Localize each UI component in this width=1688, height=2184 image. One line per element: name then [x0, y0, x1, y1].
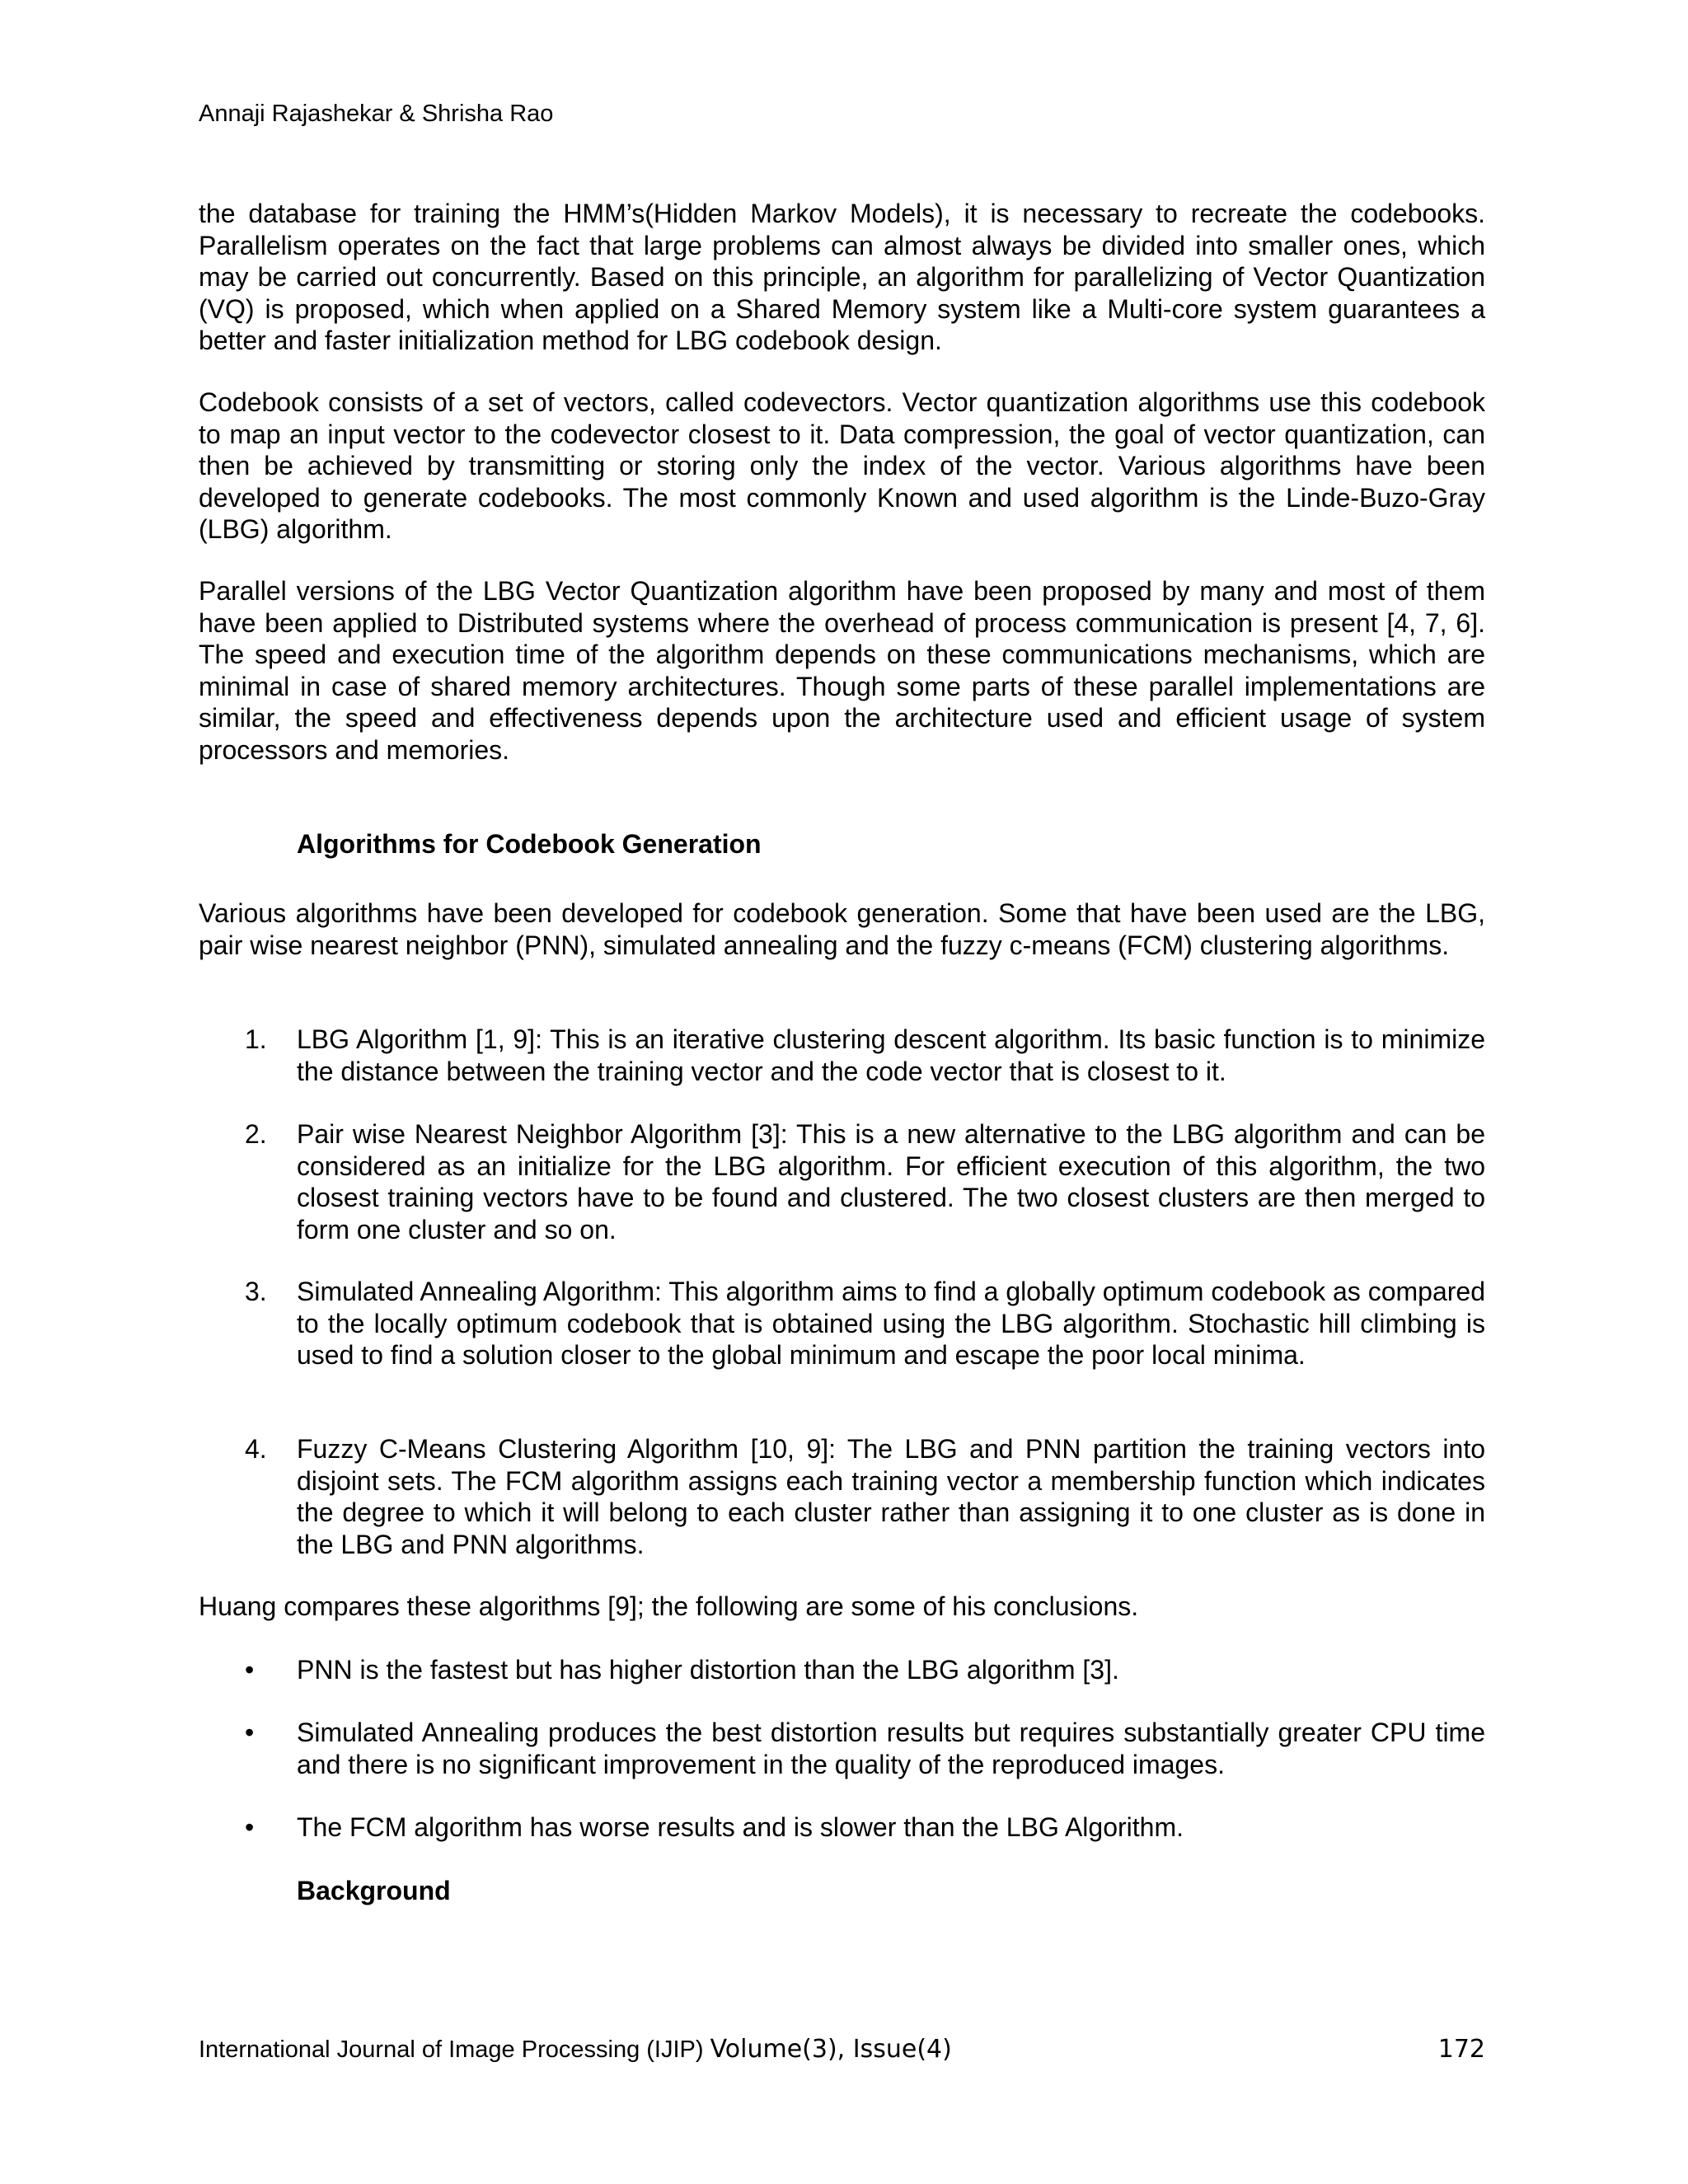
page-number: 172 — [1437, 2035, 1485, 2064]
journal-name: International Journal of Image Processing (IJIP) — [199, 2036, 704, 2063]
item-text: Simulated Annealing Algorithm: This algorithm aims to find a globally optimum codebook as compared to the locally optimum codebook that is obtained using the LBG algorithm. Stochastic hill climbing is used to find a solution closer to the global minimum and escape the poor local minima. — [297, 1277, 1485, 1370]
item-number: 1. — [245, 1024, 267, 1054]
item-text: The FCM algorithm has worse results and is slower than the LBG Algorithm. — [297, 1812, 1184, 1842]
item-number: 2. — [245, 1119, 267, 1149]
bullet-marker: • — [245, 1718, 255, 1747]
footer-journal — [199, 2036, 952, 2064]
running-head-authors: Annaji Rajashekar & Shrisha Rao — [199, 101, 554, 127]
item-text: Pair wise Nearest Neighbor Algorithm [3]: This is a new alternative to the LBG algorithm and can be considered as an initialize for the LBG algorithm. For efficient execution of this algorithm, the two closest training vectors have to be found and clustered. The two closest clusters are then merged to form one cluster and so on. — [297, 1119, 1485, 1244]
bullet-marker: • — [245, 1655, 255, 1685]
bullet-marker: • — [245, 1812, 255, 1842]
paragraph-1: the database for training the HMM’s(Hidden Markov Models), it is necessary to recreate the codebooks. Parallelism operates on the fact that large problems can almost always be divided into smaller ones, which may be carried out concurrently. Based on this principle, an algorithm for parallelizing of Vector Quantization (VQ) is proposed, which when applied on a Shared Memory system like a Multi-core system guarantees a better and faster initialization method for LBG codebook design. — [199, 199, 1485, 355]
item-text: Fuzzy C-Means Clustering Algorithm [10, 9]: The LBG and PNN partition the training vectors into disjoint sets. The FCM algorithm assigns each training vector a membership function which indicates the degree to which it will belong to each cluster rather than assigning it to one cluster as is done in the LBG and PNN algorithms. — [297, 1434, 1485, 1559]
item-text: Simulated Annealing produces the best distortion results but requires substantially greater CPU time and there is no significant improvement in the quality of the reproduced images. — [297, 1718, 1485, 1779]
paragraph-2: Codebook consists of a set of vectors, called codevectors. Vector quantization algorithms use this codebook to map an input vector to the codevector closest to it. Data compression, the goal of vector quantization, can then be achieved by transmitting or storing only the index of the vector. Various algorithms have been developed to generate codebooks. The most commonly Known and used algorithm is the Linde-Buzo-Gray (LBG) algorithm. — [199, 387, 1485, 544]
item-text: LBG Algorithm [1, 9]: This is an iterative clustering descent algorithm. Its basic function is to minimize the distance between the training vector and the code vector that is closest to it. — [297, 1024, 1485, 1086]
section-intro: Various algorithms have been developed for codebook generation. Some that have been used are the LBG, pair wise nearest neighbor (PNN), simulated annealing and the fuzzy c-means (FCM) clustering algorithms. — [199, 898, 1485, 960]
background-heading: Background — [297, 1876, 451, 1905]
paragraph-3: Parallel versions of the LBG Vector Quantization algorithm have been proposed by many and most of them have been applied to Distributed systems where the overhead of process communication is present [4, 7, 6]. The speed and execution time of the algorithm depends on these communications mechanisms, which are minimal in case of shared memory architectures. Though some parts of these parallel implementations are similar, the speed and effectiveness depends upon the architecture used and efficient usage of system processors and memories. — [199, 576, 1485, 765]
item-number: 3. — [245, 1277, 267, 1306]
journal-volume: Volume(3), Issue(4) — [710, 2035, 952, 2064]
section-heading: Algorithms for Codebook Generation — [297, 829, 762, 859]
item-text: PNN is the fastest but has higher distortion than the LBG algorithm [3]. — [297, 1655, 1119, 1685]
item-number: 4. — [245, 1434, 267, 1464]
comparison-intro: Huang compares these algorithms [9]; the following are some of his conclusions. — [199, 1591, 1139, 1621]
